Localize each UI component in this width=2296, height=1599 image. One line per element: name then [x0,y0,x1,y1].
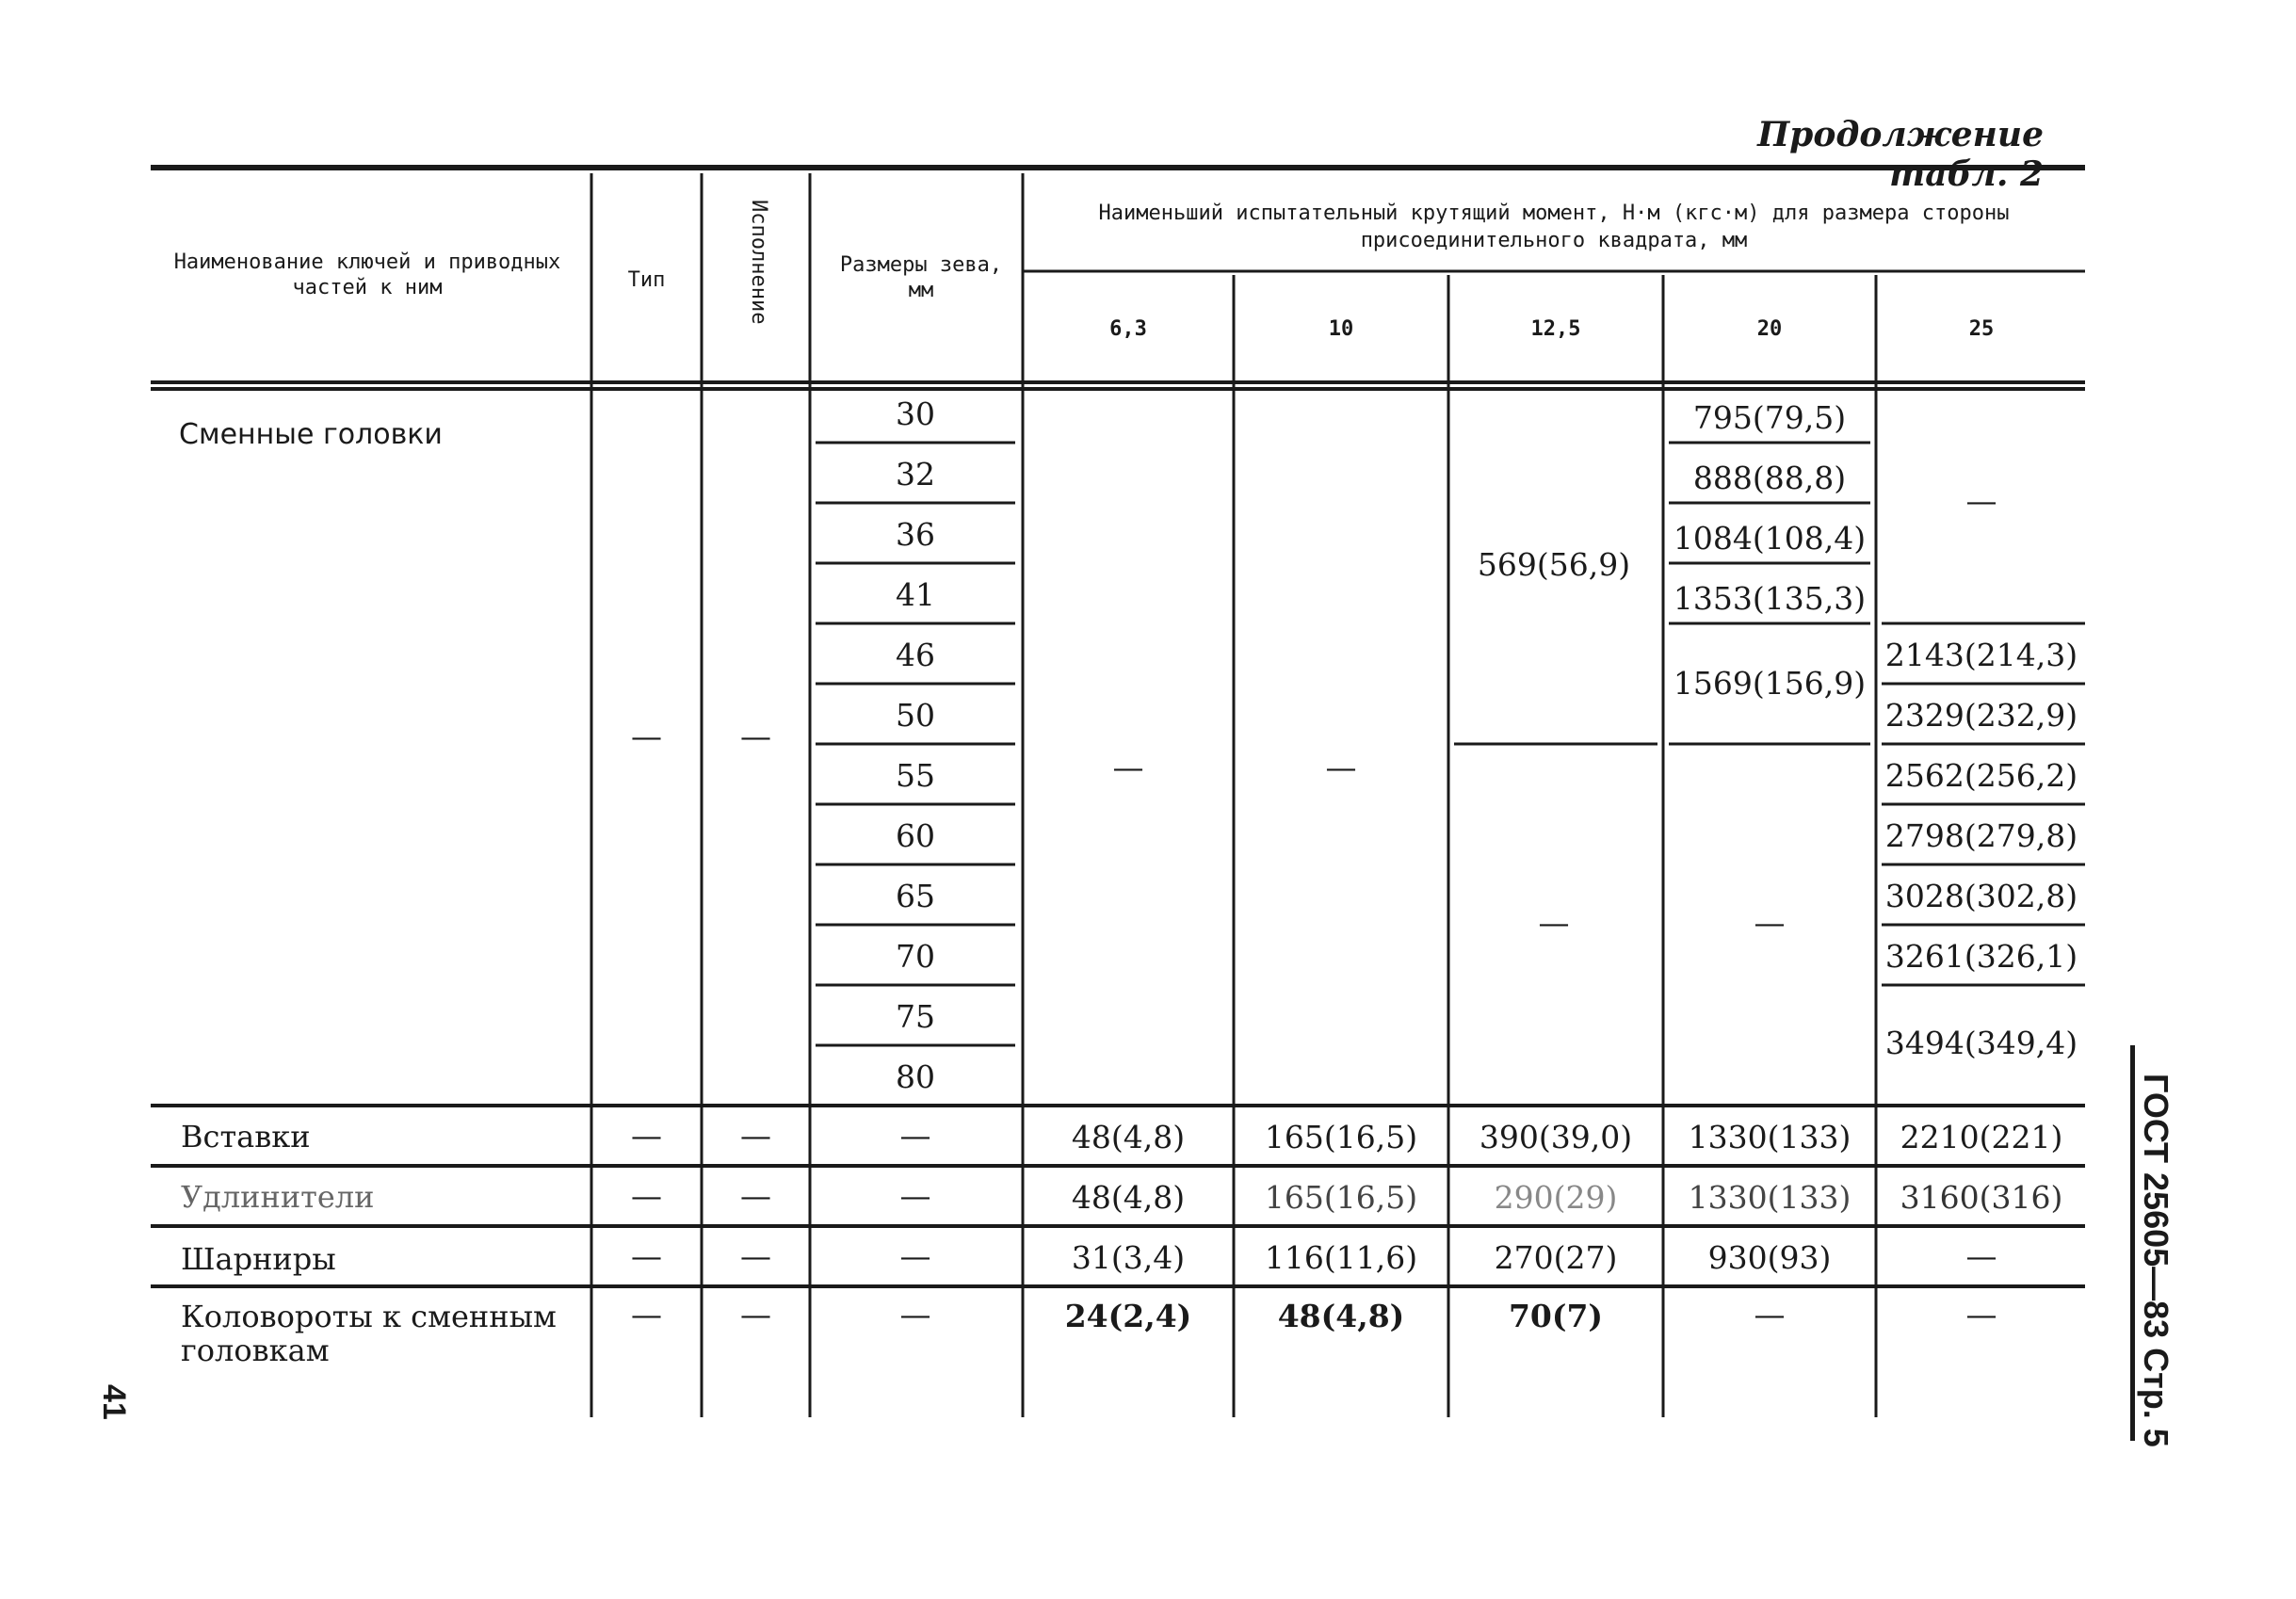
header-type-column: Тип [627,268,666,292]
row-name: Шарниры [181,1241,336,1277]
jaw-size: 80 [896,1058,935,1095]
row-variant: — [740,1177,771,1214]
square-size-header: 20 [1756,317,1783,341]
side-label: ГОСТ 25605—83 Стр. 5 [2137,1074,2175,1447]
header-name-column: Наименование ключей и приводных частей к ним [173,250,561,299]
jaw-size: 50 [896,697,935,734]
heads-type: — [631,718,662,754]
continuation-caption: Продолжение табл. 2 [1757,115,2044,194]
row-type: — [631,1296,662,1332]
heads-value-20: 795(79,5) [1692,399,1847,436]
row-value: 116(11,6) [1264,1239,1418,1276]
row-value: 70(7) [1508,1298,1604,1334]
row-value: 390(39,0) [1479,1119,1633,1155]
row-value: 165(16,5) [1264,1119,1418,1155]
row-variant: — [740,1117,771,1154]
header-size-column: Размеры зева, мм [839,253,1003,302]
row-value: 48(4,8) [1277,1298,1405,1334]
jaw-size: 65 [896,878,935,914]
heads-variant: — [740,718,771,754]
heads-value-20: 1353(135,3) [1673,580,1867,617]
row-name: Коловороты к сменным головкам [181,1299,557,1368]
heads-value-25: 3494(349,4) [1884,1025,2078,1061]
heads-value-20: 1569(156,9) [1673,665,1867,702]
row-value: 48(4,8) [1071,1179,1186,1216]
jaw-size: 46 [896,637,935,673]
row-value: 31(3,4) [1071,1239,1186,1276]
row-value: — [1965,1296,1997,1332]
row-value: — [1754,1296,1786,1332]
row-size: — [899,1117,931,1154]
row-size: — [899,1177,931,1214]
heads-value-20: 1084(108,4) [1673,520,1867,557]
heads-value-25: 2329(232,9) [1884,697,2078,734]
row-value: — [1965,1237,1997,1274]
jaw-size: 70 [896,938,935,975]
heads-value-12-5: — [1538,904,1570,941]
row-name: Вставки [181,1119,311,1155]
row-value: 165(16,5) [1264,1179,1418,1216]
square-size-header: 25 [1968,317,1995,341]
heads-value-25: — [1965,482,1997,519]
row-value: 930(93) [1707,1239,1832,1276]
heads-value-20: — [1754,904,1786,941]
row-value: 48(4,8) [1071,1119,1186,1155]
row-name: Удлинители [181,1179,375,1215]
header-torque-group: Наименьший испытательный крутящий момент, Н·м (кгс·м) для размера стороны присоединительного квадрата, мм [1098,202,2010,252]
row-value: 290(29) [1494,1179,1618,1216]
page-number: 41 [96,1384,132,1420]
row-type: — [631,1177,662,1214]
square-size-header: 12,5 [1530,317,1581,341]
jaw-size: 75 [896,998,935,1035]
jaw-size: 36 [896,516,935,553]
heads-value-25: 3261(326,1) [1884,938,2078,975]
jaw-size: 60 [896,817,935,854]
row-value: 1330(133) [1688,1119,1851,1155]
heads-value-12-5: 569(56,9) [1477,546,1631,583]
row-size: — [899,1237,931,1274]
heads-value-6-3: — [1112,749,1144,785]
jaw-size: 55 [896,757,935,794]
row-value: 270(27) [1494,1239,1618,1276]
square-size-header: 10 [1328,317,1354,341]
heads-value-20: 888(88,8) [1692,460,1847,496]
jaw-size: 32 [896,456,935,493]
heads-value-25: 3028(302,8) [1884,878,2078,914]
heads-value-25: 2562(256,2) [1884,757,2078,794]
row-value: 24(2,4) [1064,1298,1192,1334]
heads-value-10: — [1325,749,1357,785]
row-type: — [631,1117,662,1154]
row-variant: — [740,1296,771,1332]
row-value: 3160(316) [1900,1179,2063,1216]
row-value: 1330(133) [1688,1179,1851,1216]
row-variant: — [740,1237,771,1274]
row-name-heads: Сменные головки [179,418,443,451]
heads-value-25: 2143(214,3) [1884,637,2078,673]
heads-value-25: 2798(279,8) [1884,817,2078,854]
row-size: — [899,1296,931,1332]
jaw-size: 41 [896,576,935,613]
row-value: 2210(221) [1900,1119,2063,1155]
jaw-size: 30 [896,396,935,432]
side-rule [2130,1045,2135,1441]
square-size-header: 6,3 [1109,317,1147,341]
row-type: — [631,1237,662,1274]
header-variant-column: Исполнение [747,200,770,325]
